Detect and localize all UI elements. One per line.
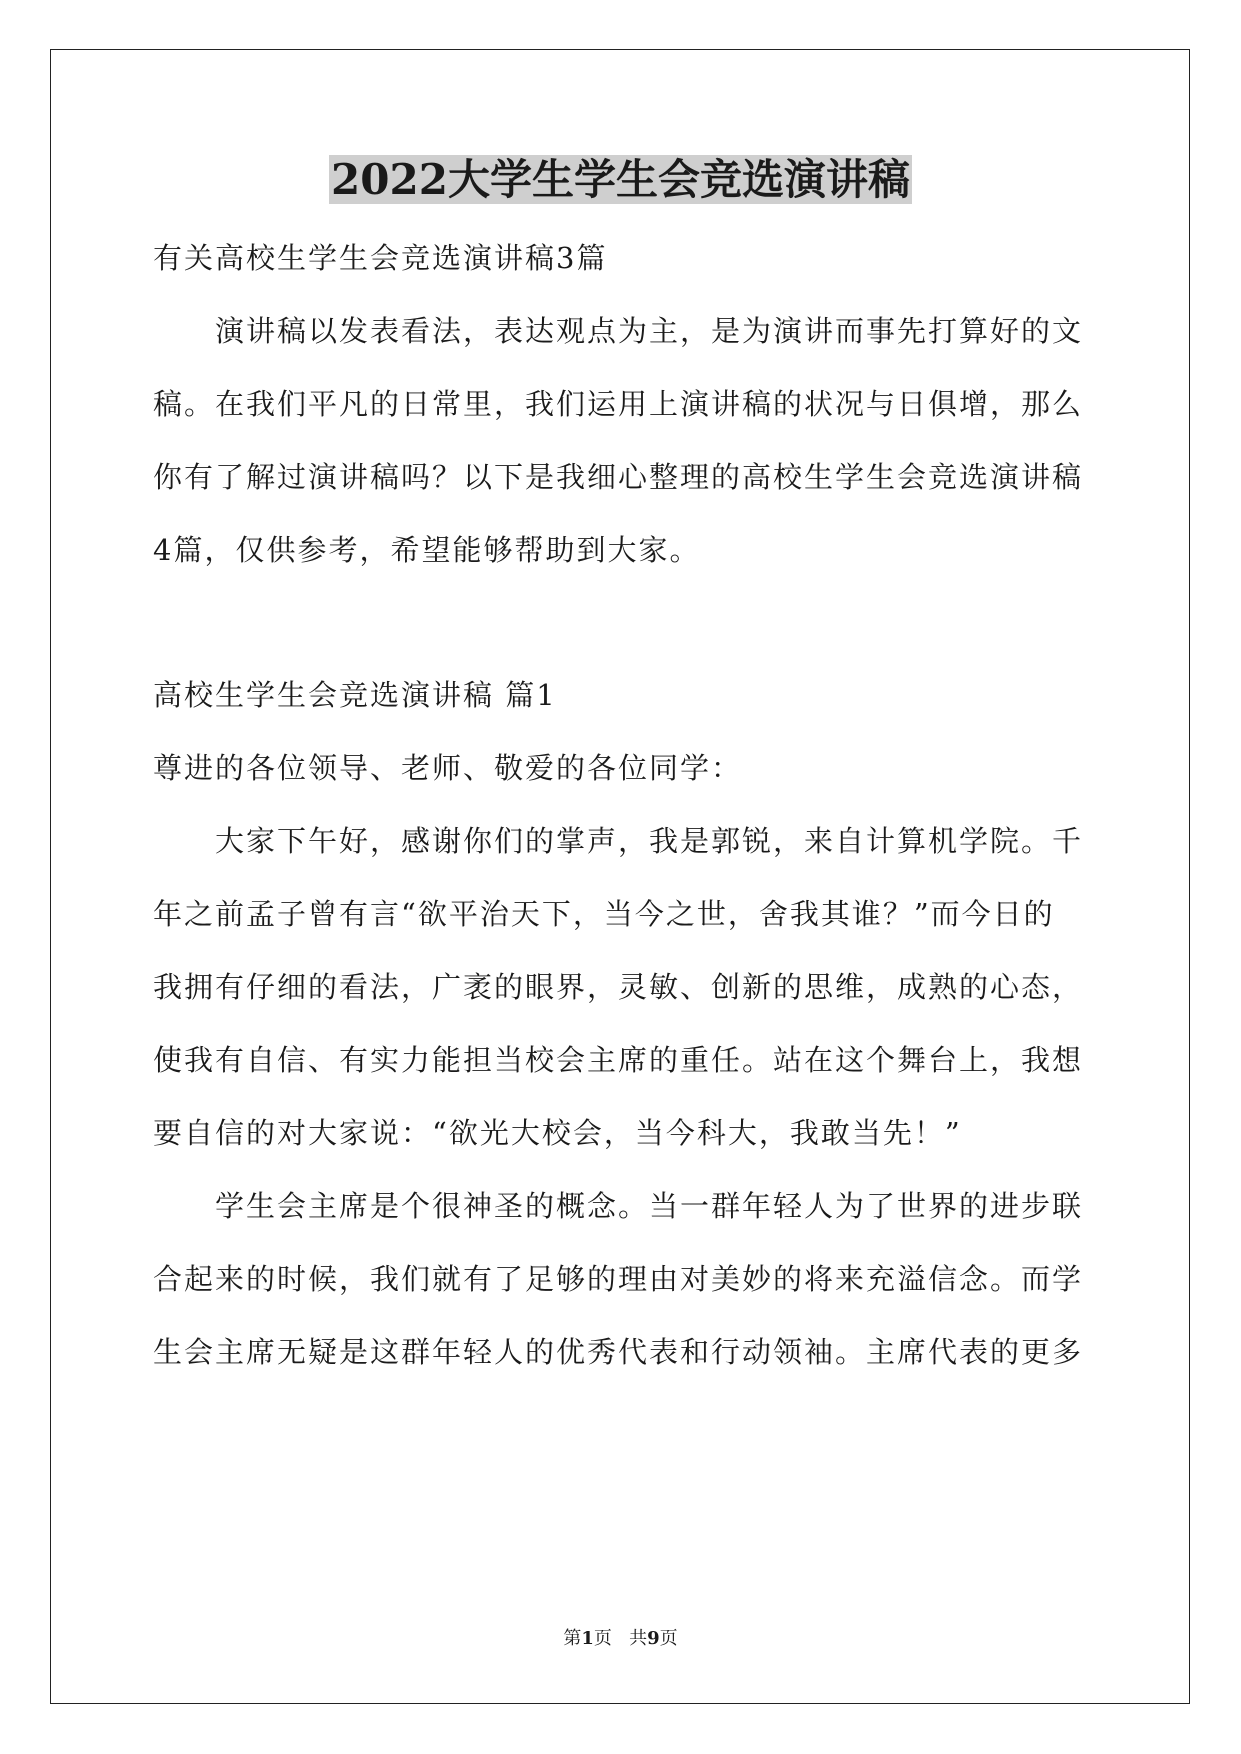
- paragraph-line: 4篇，仅供参考，希望能够帮助到大家。: [153, 533, 701, 567]
- paragraph-line: 演讲稿以发表看法，表达观点为主，是为演讲而事先打算好的文: [215, 314, 1084, 348]
- paragraph-line: 年之前孟子曾有言“欲平治天下，当今之世，舍我其谁？”而今日的: [153, 897, 1055, 931]
- paragraph-line: 我拥有仔细的看法，广袤的眼界，灵敏、创新的思维，成熟的心态，: [153, 970, 1084, 1004]
- page-suffix: 页: [593, 1628, 612, 1649]
- paragraph-line: 大家下午好，感谢你们的掌声，我是郭锐，来自计算机学院。千: [215, 824, 1084, 858]
- paragraph-line: 使我有自信、有实力能担当校会主席的重任。站在这个舞台上，我想: [153, 1043, 1084, 1077]
- paragraph-line: 学生会主席是个很神圣的概念。当一群年轻人为了世界的进步联: [215, 1189, 1084, 1223]
- paragraph-line: 要自信的对大家说：“欲光大校会，当今科大，我敢当先！”: [153, 1116, 962, 1150]
- salutation-line: 尊进的各位领导、老师、敬爱的各位同学：: [153, 751, 743, 785]
- document-title: 2022大学生学生会竞选演讲稿: [331, 155, 910, 204]
- document-subtitle: 有关高校生学生会竞选演讲稿3篇: [153, 241, 608, 275]
- page-number: 1: [581, 1628, 594, 1649]
- paragraph-line: 合起来的时候，我们就有了足够的理由对美妙的将来充溢信念。而学: [153, 1262, 1084, 1296]
- total-prefix: 共: [629, 1628, 648, 1649]
- page-prefix: 第: [563, 1628, 582, 1649]
- page-border: [50, 49, 1190, 1704]
- total-pages: 9: [647, 1628, 660, 1649]
- paragraph-line: 稿。在我们平凡的日常里，我们运用上演讲稿的状况与日俱增，那么: [153, 387, 1084, 421]
- page-footer: [0, 1627, 1241, 1651]
- paragraph-line: 生会主席无疑是这群年轻人的优秀代表和行动领袖。主席代表的更多: [153, 1335, 1084, 1369]
- section-heading: 高校生学生会竞选演讲稿 篇1: [153, 678, 557, 712]
- paragraph-line: 你有了解过演讲稿吗？以下是我细心整理的高校生学生会竞选演讲稿: [153, 460, 1084, 494]
- total-suffix: 页: [659, 1628, 678, 1649]
